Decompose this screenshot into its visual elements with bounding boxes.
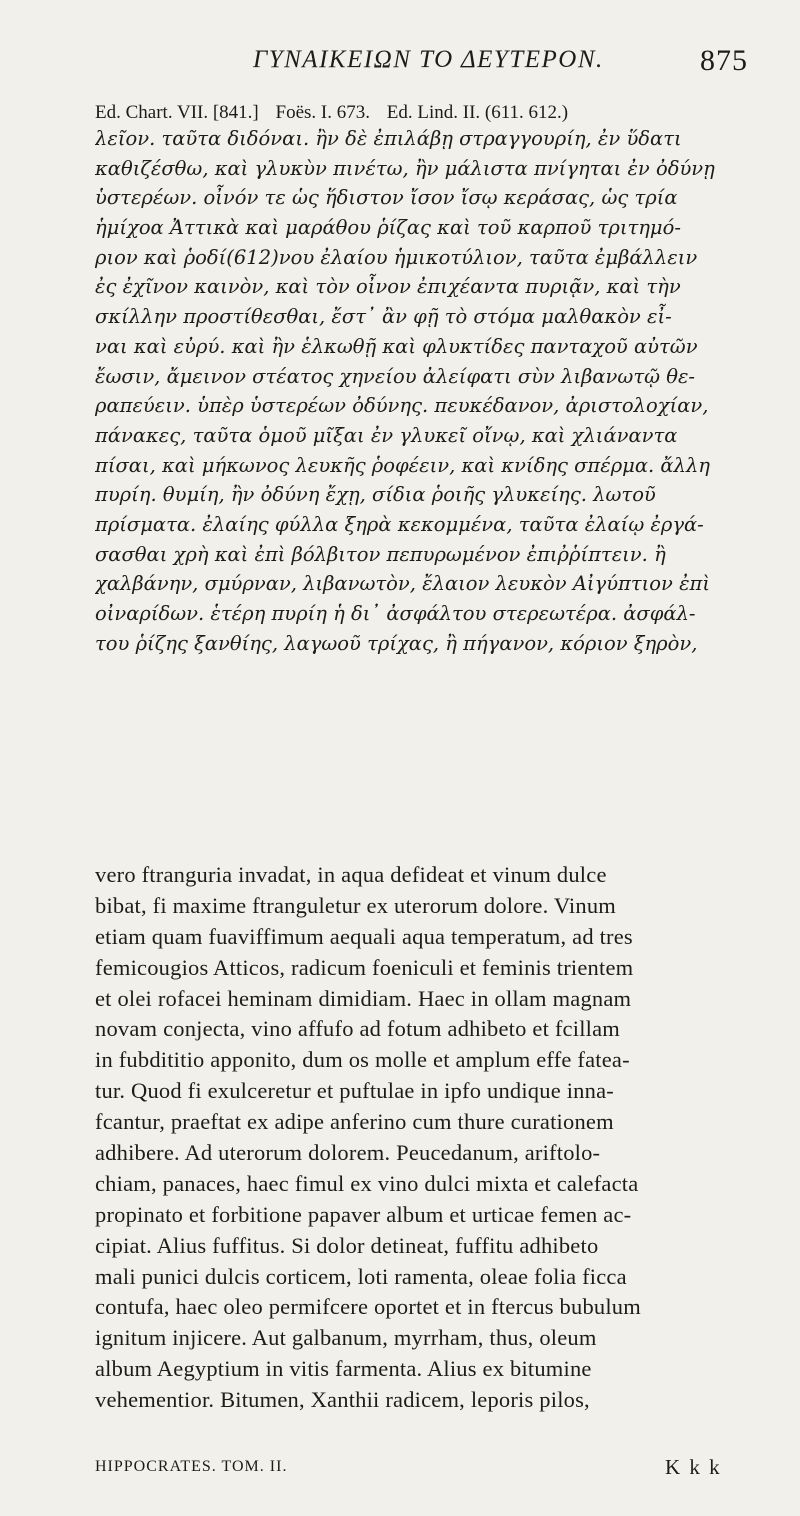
- latin-line: femicougios Atticos, radicum foeniculi et feminis trientem: [95, 954, 634, 980]
- latin-line: album Aegyptium in vitis farmenta. Alius ex bitumine: [95, 1356, 592, 1382]
- latin-line: ignitum injicere. Aut galbanum, myrrham, thus, oleum: [95, 1325, 597, 1351]
- latin-line: vehementior. Bitumen, Xanthii radicem, leporis pilos,: [95, 1387, 590, 1413]
- latin-line: tur. Quod fi exulceretur et puftulae in ipfo undique inna-: [95, 1078, 614, 1104]
- latin-line: mali punici dulcis corticem, loti ramenta, oleae folia ficca: [95, 1263, 627, 1289]
- greek-line: ριον καὶ ῥοδί(612)νου ἐλαίου ἡμικοτύλιον, ταῦτα ἐμβάλλειν: [95, 245, 698, 269]
- greek-line: σκίλλην προστίθεσθαι, ἔστ᾽ ἂν φῇ τὸ στόμα μαλθακὸν εἶ-: [95, 305, 672, 329]
- latin-line: in fubdititio apponito, dum os molle et amplum effe fatea-: [95, 1047, 630, 1073]
- latin-line: adhibere. Ad uterorum dolorem. Peucedanum, ariftolo-: [95, 1140, 601, 1166]
- reference-foes: Foës. I. 673.: [275, 102, 370, 123]
- greek-line: ὑστερέων. οἶνόν τε ὡς ἥδιστον ἴσον ἴσῳ κεράσας, ὡς τρία: [95, 186, 678, 210]
- reference-chartier: Ed. Chart. VII. [841.]: [95, 102, 259, 123]
- page-footer: [95, 1455, 775, 1481]
- greek-line: πάνακες, ταῦτα ὁμοῦ μῖξαι ἐν γλυκεῖ οἴνῳ, καὶ χλιάναντα: [95, 423, 678, 447]
- latin-text-block: [95, 860, 775, 1416]
- footer-volume-line: HIPPOCRATES. TOM. II.: [95, 1458, 288, 1475]
- reference-linden: Ed. Lind. II. (611. 612.): [386, 102, 569, 123]
- latin-line: etiam quam fuaviffimum aequali aqua temperatum, ad tres: [95, 923, 633, 949]
- greek-line: καθιζέσθω, καὶ γλυκὺν πινέτω, ἢν μάλιστα πνίγηται ἐν ὀδύνῃ: [95, 156, 715, 180]
- latin-line: propinato et forbitione papaver album et urticae femen ac-: [95, 1201, 632, 1227]
- greek-line: ἡμίχοα Ἀττικὰ καὶ μαράθου ῥίζας καὶ τοῦ καρποῦ τριτημό-: [95, 216, 681, 240]
- greek-line: ραπεύειν. ὑπὲρ ὑστερέων ὀδύνης. πευκέδανον, ἀριστολοχίαν,: [95, 394, 709, 418]
- greek-line: οἰναρίδων. ἑτέρη πυρίη ἡ δι᾽ ἀσφάλτου στερεωτέρα. ἀσφάλ-: [95, 602, 696, 625]
- greek-line: ναι καὶ εὐρύ. καὶ ἢν ἑλκωθῇ καὶ φλυκτίδες πανταχοῦ αὐτῶν: [95, 334, 698, 358]
- latin-line: vero ftranguria invadat, in aqua defideat et vinum dulce: [95, 862, 607, 887]
- greek-line: πρίσματα. ἐλαίης φύλλα ξηρὰ κεκομμένα, ταῦτα ἐλαίῳ ἐργά-: [95, 512, 704, 536]
- greek-line: σασθαι χρὴ καὶ ἐπὶ βόλβιτον πεπυρωμένον ἐπιῤῥίπτειν. ἢ: [95, 542, 666, 566]
- greek-text-block: [95, 124, 775, 658]
- greek-line: ἐς ἐχῖνον καινὸν, καὶ τὸν οἶνον ἐπιχέαντα πυριᾷν, καὶ τὴν: [95, 275, 681, 299]
- greek-line: ἔωσιν, ἄμεινον στέατος χηνείου ἀλείφατι σὺν λιβανωτῷ θε-: [95, 364, 695, 388]
- greek-line: χαλβάνην, σμύρναν, λιβανωτὸν, ἔλαιον λευκὸν Αἰγύπτιον ἐπὶ: [95, 572, 711, 596]
- latin-line: bibat, fi maxime ftranguletur ex uterorum dolore. Vinum: [95, 892, 616, 918]
- page-number: 875: [700, 44, 748, 77]
- greek-line: του ῥίζης ξανθίης, λαγωοῦ τρίχας, ἢ πήγανον, κόριον ξηρὸν,: [95, 631, 698, 655]
- latin-line: contufa, haec oleo permifcere oportet et in ftercus bubulum: [95, 1294, 641, 1320]
- signature-mark: K k k: [665, 1455, 722, 1479]
- latin-line: chiam, panaces, haec fimul ex vino dulci mixta et calefacta: [95, 1170, 639, 1196]
- running-head: [0, 46, 800, 86]
- latin-line: novam conjecta, vino affufo ad fotum adhibeto et fcillam: [95, 1016, 620, 1042]
- latin-line: et olei rofacei heminam dimidiam. Haec in ollam magnam: [95, 985, 632, 1011]
- running-title: ΓΥΝΑΙΚΕΙΩΝ ΤΟ ΔΕΥΤΕΡΟΝ.: [253, 46, 604, 73]
- greek-line: λεῖον. ταῦτα διδόναι. ἢν δὲ ἐπιλάβῃ στραγγουρίη, ἐν ὕδατι: [95, 127, 682, 150]
- greek-line: πίσαι, καὶ μήκωνος λευκῆς ῥοφέειν, καὶ κνίδης σπέρμα. ἄλλη: [95, 453, 710, 477]
- latin-line: fcantur, praeftat ex adipe anferino cum thure curationem: [95, 1109, 614, 1135]
- greek-line: πυρίη. θυμίη, ἢν ὀδύνη ἔχῃ, σίδια ῥοιῆς γλυκείης. λωτοῦ: [95, 483, 656, 507]
- edition-references: [95, 102, 775, 124]
- latin-line: cipiat. Alius fuffitus. Si dolor detineat, fuffitu adhibeto: [95, 1232, 599, 1258]
